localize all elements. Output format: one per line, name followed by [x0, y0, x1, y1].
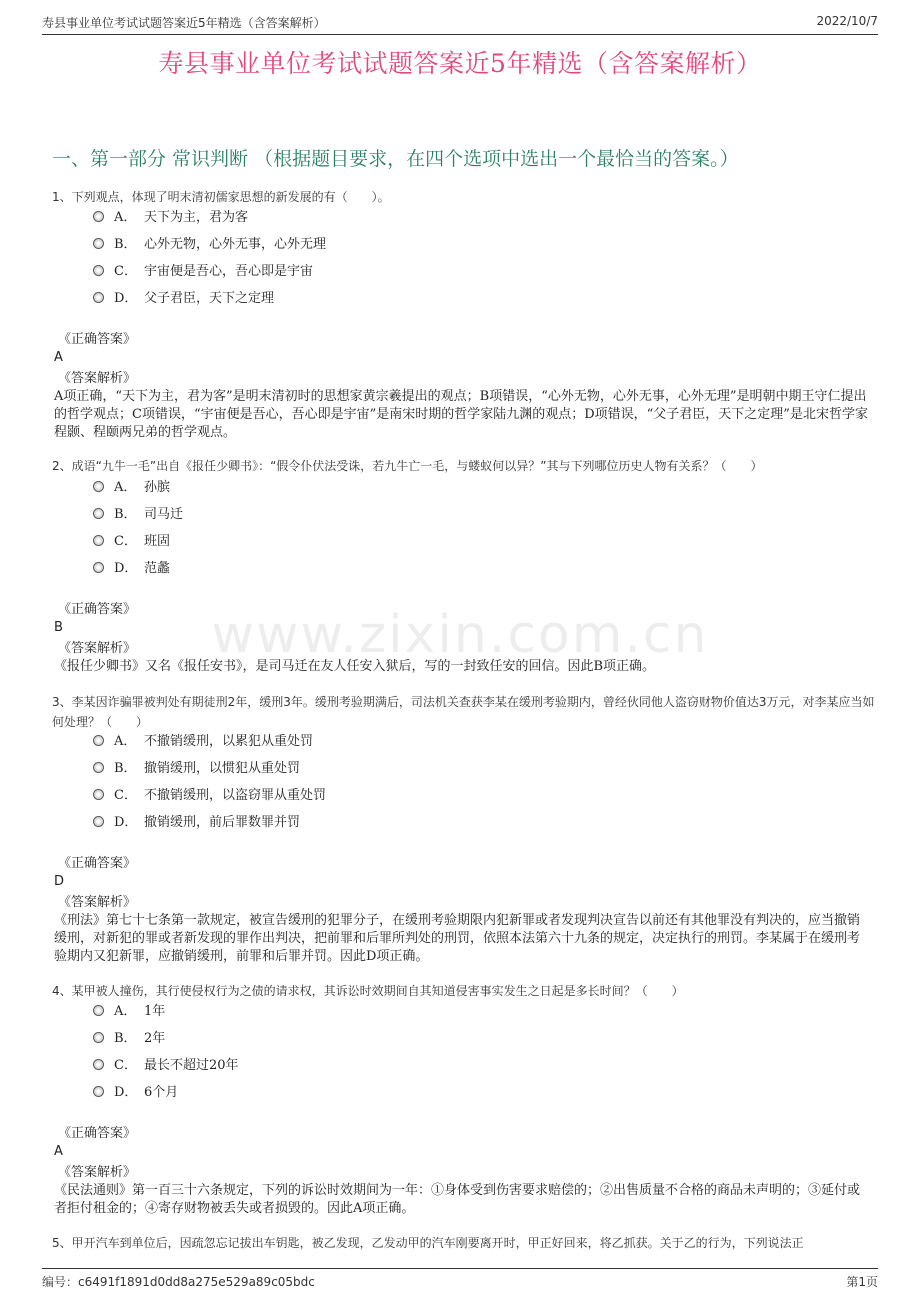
question-2-text: 2、成语“九牛一毛”出自《报任少卿书》：“假令仆伏法受诛，若九牛亡一毛，与蝼蚁何以异？”其与下列哪位历史人物有关系？（ ） — [52, 459, 763, 473]
question-4-option-a[interactable]: A． 1年 — [93, 1002, 165, 1022]
question-2-answer: B — [54, 620, 63, 635]
footer-code: 编号：c6491f1891d0dd8a275e529a89c05bdc — [42, 1275, 315, 1289]
radio-icon[interactable] — [93, 1005, 104, 1016]
question-1-correct-label: 《正确答案》 — [58, 332, 137, 347]
document-title: 寿县事业单位考试试题答案近5年精选（含答案解析） — [158, 49, 762, 78]
radio-icon[interactable] — [93, 762, 104, 773]
question-4-analysis: 《民法通则》第一百三十六条规定，下列的诉讼时效期间为一年：①身体受到伤害要求赔偿的；②出售质量不合格的商品未声明的；③延付或者拒付租金的；④寄存财物被丢失或者损毁的。因此A项正确。 — [54, 1183, 861, 1216]
watermark: www.zixin.com.cn — [211, 605, 709, 665]
question-1-text: 1、下列观点，体现了明末清初儒家思想的新发展的有（ ）。 — [52, 190, 390, 204]
radio-icon[interactable] — [93, 735, 104, 746]
question-1-option-b[interactable]: B． 心外无物，心外无事，心外无理 — [93, 235, 326, 255]
radio-icon[interactable] — [93, 238, 104, 249]
section-title: 一、第一部分 常识判断 （根据题目要求，在四个选项中选出一个最恰当的答案。） — [52, 148, 739, 170]
footer-page-number: 第1页 — [846, 1275, 878, 1289]
question-1-analysis-label: 《答案解析》 — [58, 371, 137, 386]
page-footer — [42, 1268, 878, 1290]
question-3-analysis: 《刑法》第七十七条第一款规定，被宣告缓刑的犯罪分子，在缓刑考验期限内犯新罪或者发现判决宣告以前还有其他罪没有判决的，应当撤销缓刑，对新犯的罪或者新发现的罪作出判决，把前罪和后罪所判处的刑罚，依照本法第六十九条的规定，决定执行的刑罚。李某属于在缓刑考验期内又犯新罪，应撤销缓刑，前罪和后罪并罚。因此D项正确。 — [54, 913, 861, 964]
question-2-correct-label: 《正确答案》 — [58, 602, 137, 617]
question-3-answer: D — [54, 874, 65, 889]
radio-icon[interactable] — [93, 508, 104, 519]
radio-icon[interactable] — [93, 481, 104, 492]
question-1-option-c[interactable]: C． 宇宙便是吾心，吾心即是宇宙 — [93, 262, 313, 282]
radio-icon[interactable] — [93, 816, 104, 827]
question-3-correct-label: 《正确答案》 — [58, 856, 137, 871]
question-2-analysis-label: 《答案解析》 — [58, 641, 137, 656]
question-1-answer: A — [54, 350, 63, 365]
question-2-option-c[interactable]: C． 班固 — [93, 532, 170, 552]
question-1-analysis: A项正确，“天下为主，君为客”是明末清初时的思想家黄宗羲提出的观点；B项错误，“心外无物，心外无事，心外无理”是明朝中期王守仁提出的哲学观点；C项错误，“宇宙便是吾心，吾心即是宇宙”是南宋时期的哲学家陆九渊的观点；D项错误，“父子君臣，天下之定理”是北宋哲学家程颢、程颐两兄弟的哲学观点。 — [54, 389, 868, 440]
radio-icon[interactable] — [93, 562, 104, 573]
question-3-option-c[interactable]: C． 不撤销缓刑，以盗窃罪从重处罚 — [93, 786, 326, 806]
question-2-option-b[interactable]: B． 司马迁 — [93, 505, 183, 525]
question-2-option-d[interactable]: D． 范蠡 — [93, 559, 170, 579]
page-header — [42, 14, 878, 35]
question-4-correct-label: 《正确答案》 — [58, 1126, 137, 1141]
radio-icon[interactable] — [93, 1086, 104, 1097]
question-3-option-b[interactable]: B． 撤销缓刑，以惯犯从重处罚 — [93, 759, 300, 779]
radio-icon[interactable] — [93, 789, 104, 800]
question-4-option-b[interactable]: B． 2年 — [93, 1029, 165, 1049]
question-4-option-d[interactable]: D． 6个月 — [93, 1083, 178, 1103]
question-1-option-d[interactable]: D． 父子君臣，天下之定理 — [93, 289, 274, 309]
question-2-analysis: 《报任少卿书》又名《报任安书》，是司马迁在友人任安入狱后，写的一封致任安的回信。因此B项正确。 — [54, 659, 656, 674]
question-4-answer: A — [54, 1144, 63, 1159]
question-5-text: 5、甲开汽车到单位后，因疏忽忘记拔出车钥匙，被乙发现，乙发动甲的汽车刚要离开时，甲正好回来，将乙抓获。关于乙的行为，下列说法正 — [52, 1236, 804, 1250]
question-4-text: 4、某甲被人撞伤，其行使侵权行为之债的请求权，其诉讼时效期间自其知道侵害事实发生之日起是多长时间？（ ） — [52, 984, 684, 998]
radio-icon[interactable] — [93, 1059, 104, 1070]
radio-icon[interactable] — [93, 292, 104, 303]
question-3-option-d[interactable]: D． 撤销缓刑，前后罪数罪并罚 — [93, 813, 300, 833]
question-2-option-a[interactable]: A． 孙膑 — [93, 478, 170, 498]
radio-icon[interactable] — [93, 265, 104, 276]
question-4-analysis-label: 《答案解析》 — [58, 1165, 137, 1180]
radio-icon[interactable] — [93, 1032, 104, 1043]
question-3-text: 3、李某因诈骗罪被判处有期徒刑2年，缓刑3年。缓刑考验期满后，司法机关查获李某在缓刑考验期内，曾经伙同他人盗窃财物价值达3万元，对李某应当如何处理？（ ） — [52, 695, 875, 729]
question-3-analysis-label: 《答案解析》 — [58, 895, 137, 910]
question-3-option-a[interactable]: A． 不撤销缓刑，以累犯从重处罚 — [93, 732, 313, 752]
header-date: 2022/10/7 — [816, 14, 878, 28]
question-4-option-c[interactable]: C． 最长不超过20年 — [93, 1056, 239, 1076]
header-doc-title: 寿县事业单位考试试题答案近5年精选（含答案解析） — [42, 16, 326, 30]
radio-icon[interactable] — [93, 535, 104, 546]
question-1-option-a[interactable]: A． 天下为主，君为客 — [93, 208, 248, 228]
radio-icon[interactable] — [93, 211, 104, 222]
